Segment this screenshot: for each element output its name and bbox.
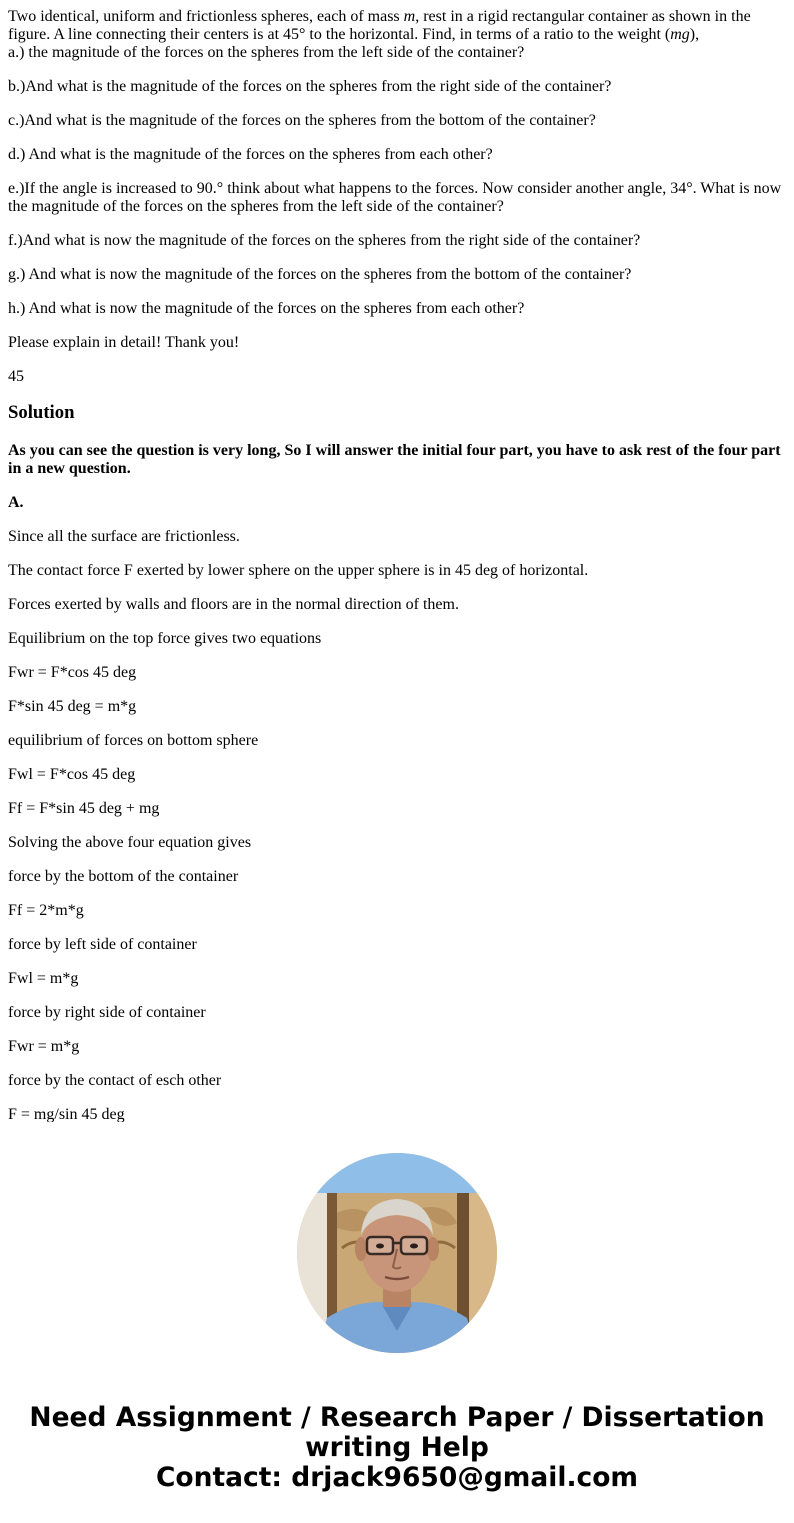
question-part-b: b.)And what is the magnitude of the forces on the spheres from the right side of the container? <box>8 78 612 95</box>
question-part-g: g.) And what is now the magnitude of the forces on the spheres from the bottom of the container? <box>8 266 632 283</box>
weight-symbol: mg <box>670 26 690 43</box>
solution-line: Equilibrium on the top force gives two equations <box>8 630 322 647</box>
question-part-a: a.) the magnitude of the forces on the spheres from the left side of the container? <box>8 44 525 61</box>
question-closing: Please explain in detail! Thank you! <box>8 334 240 351</box>
solution-line: Since all the surface are frictionless. <box>8 528 240 545</box>
question-part-d: d.) And what is the magnitude of the forces on the spheres from each other? <box>8 146 493 163</box>
mass-symbol: m <box>403 8 416 25</box>
avatar-portrait <box>297 1153 497 1353</box>
solution-part-label: A. <box>8 494 24 511</box>
question-part-e: e.)If the angle is increased to 90.° think about what happens to the forces. Now consider another angle, 34°. What is now the magnitude of the forces on the spheres from the left side of the container? <box>8 180 782 215</box>
solution-line: force by left side of container <box>8 936 197 953</box>
question-part-h: h.) And what is now the magnitude of the forces on the spheres from each other? <box>8 300 525 317</box>
solution-line: Solving the above four equation gives <box>8 834 252 851</box>
solution-line: force by right side of container <box>8 1004 206 1021</box>
intro-text: , rest in a rigid rectangular container as shown in the figure. A line connecting their centers is at 45° to the horizontal. Find, in terms of a ratio to the weight ( <box>8 8 751 43</box>
solution-line: force by the contact of esch other <box>8 1072 222 1089</box>
contact-banner <box>0 1403 794 1493</box>
solution-line: Ff = 2*m*g <box>8 902 84 919</box>
solution-note: As you can see the question is very long, So I will answer the initial four part, you have to ask rest of the four part in a new question. <box>8 442 781 477</box>
author-avatar <box>297 1153 497 1353</box>
document-body <box>8 0 786 1122</box>
solution-line: Fwr = m*g <box>8 1038 80 1055</box>
question-part-c: c.)And what is the magnitude of the forces on the spheres from the bottom of the container? <box>8 112 596 129</box>
solution-line: equilibrium of forces on bottom sphere <box>8 732 259 749</box>
solution-line: F = mg/sin 45 deg <box>8 1106 125 1122</box>
solution-line: Fwl = m*g <box>8 970 79 987</box>
figure-label: 45 <box>8 368 24 385</box>
question-intro <box>8 8 786 62</box>
solution-line: Forces exerted by walls and floors are in the normal direction of them. <box>8 596 459 613</box>
intro-text: ), <box>689 26 700 43</box>
solution-line: The contact force F exerted by lower sphere on the upper sphere is in 45 deg of horizontal. <box>8 562 589 579</box>
solution-line: Fwr = F*cos 45 deg <box>8 664 137 681</box>
solution-line: Fwl = F*cos 45 deg <box>8 766 136 783</box>
solution-line: force by the bottom of the container <box>8 868 239 885</box>
solution-heading: Solution <box>8 402 75 423</box>
banner-contact-line: Contact: drjack9650@gmail.com <box>155 1462 639 1493</box>
solution-line: F*sin 45 deg = m*g <box>8 698 137 715</box>
banner-line-1: Need Assignment / Research Paper / Dissertation <box>29 1402 765 1433</box>
solution-line: Ff = F*sin 45 deg + mg <box>8 800 160 817</box>
intro-text: Two identical, uniform and frictionless spheres, each of mass <box>8 8 404 25</box>
banner-line-2: writing Help <box>305 1432 489 1463</box>
question-part-f: f.)And what is now the magnitude of the forces on the spheres from the right side of the container? <box>8 232 641 249</box>
